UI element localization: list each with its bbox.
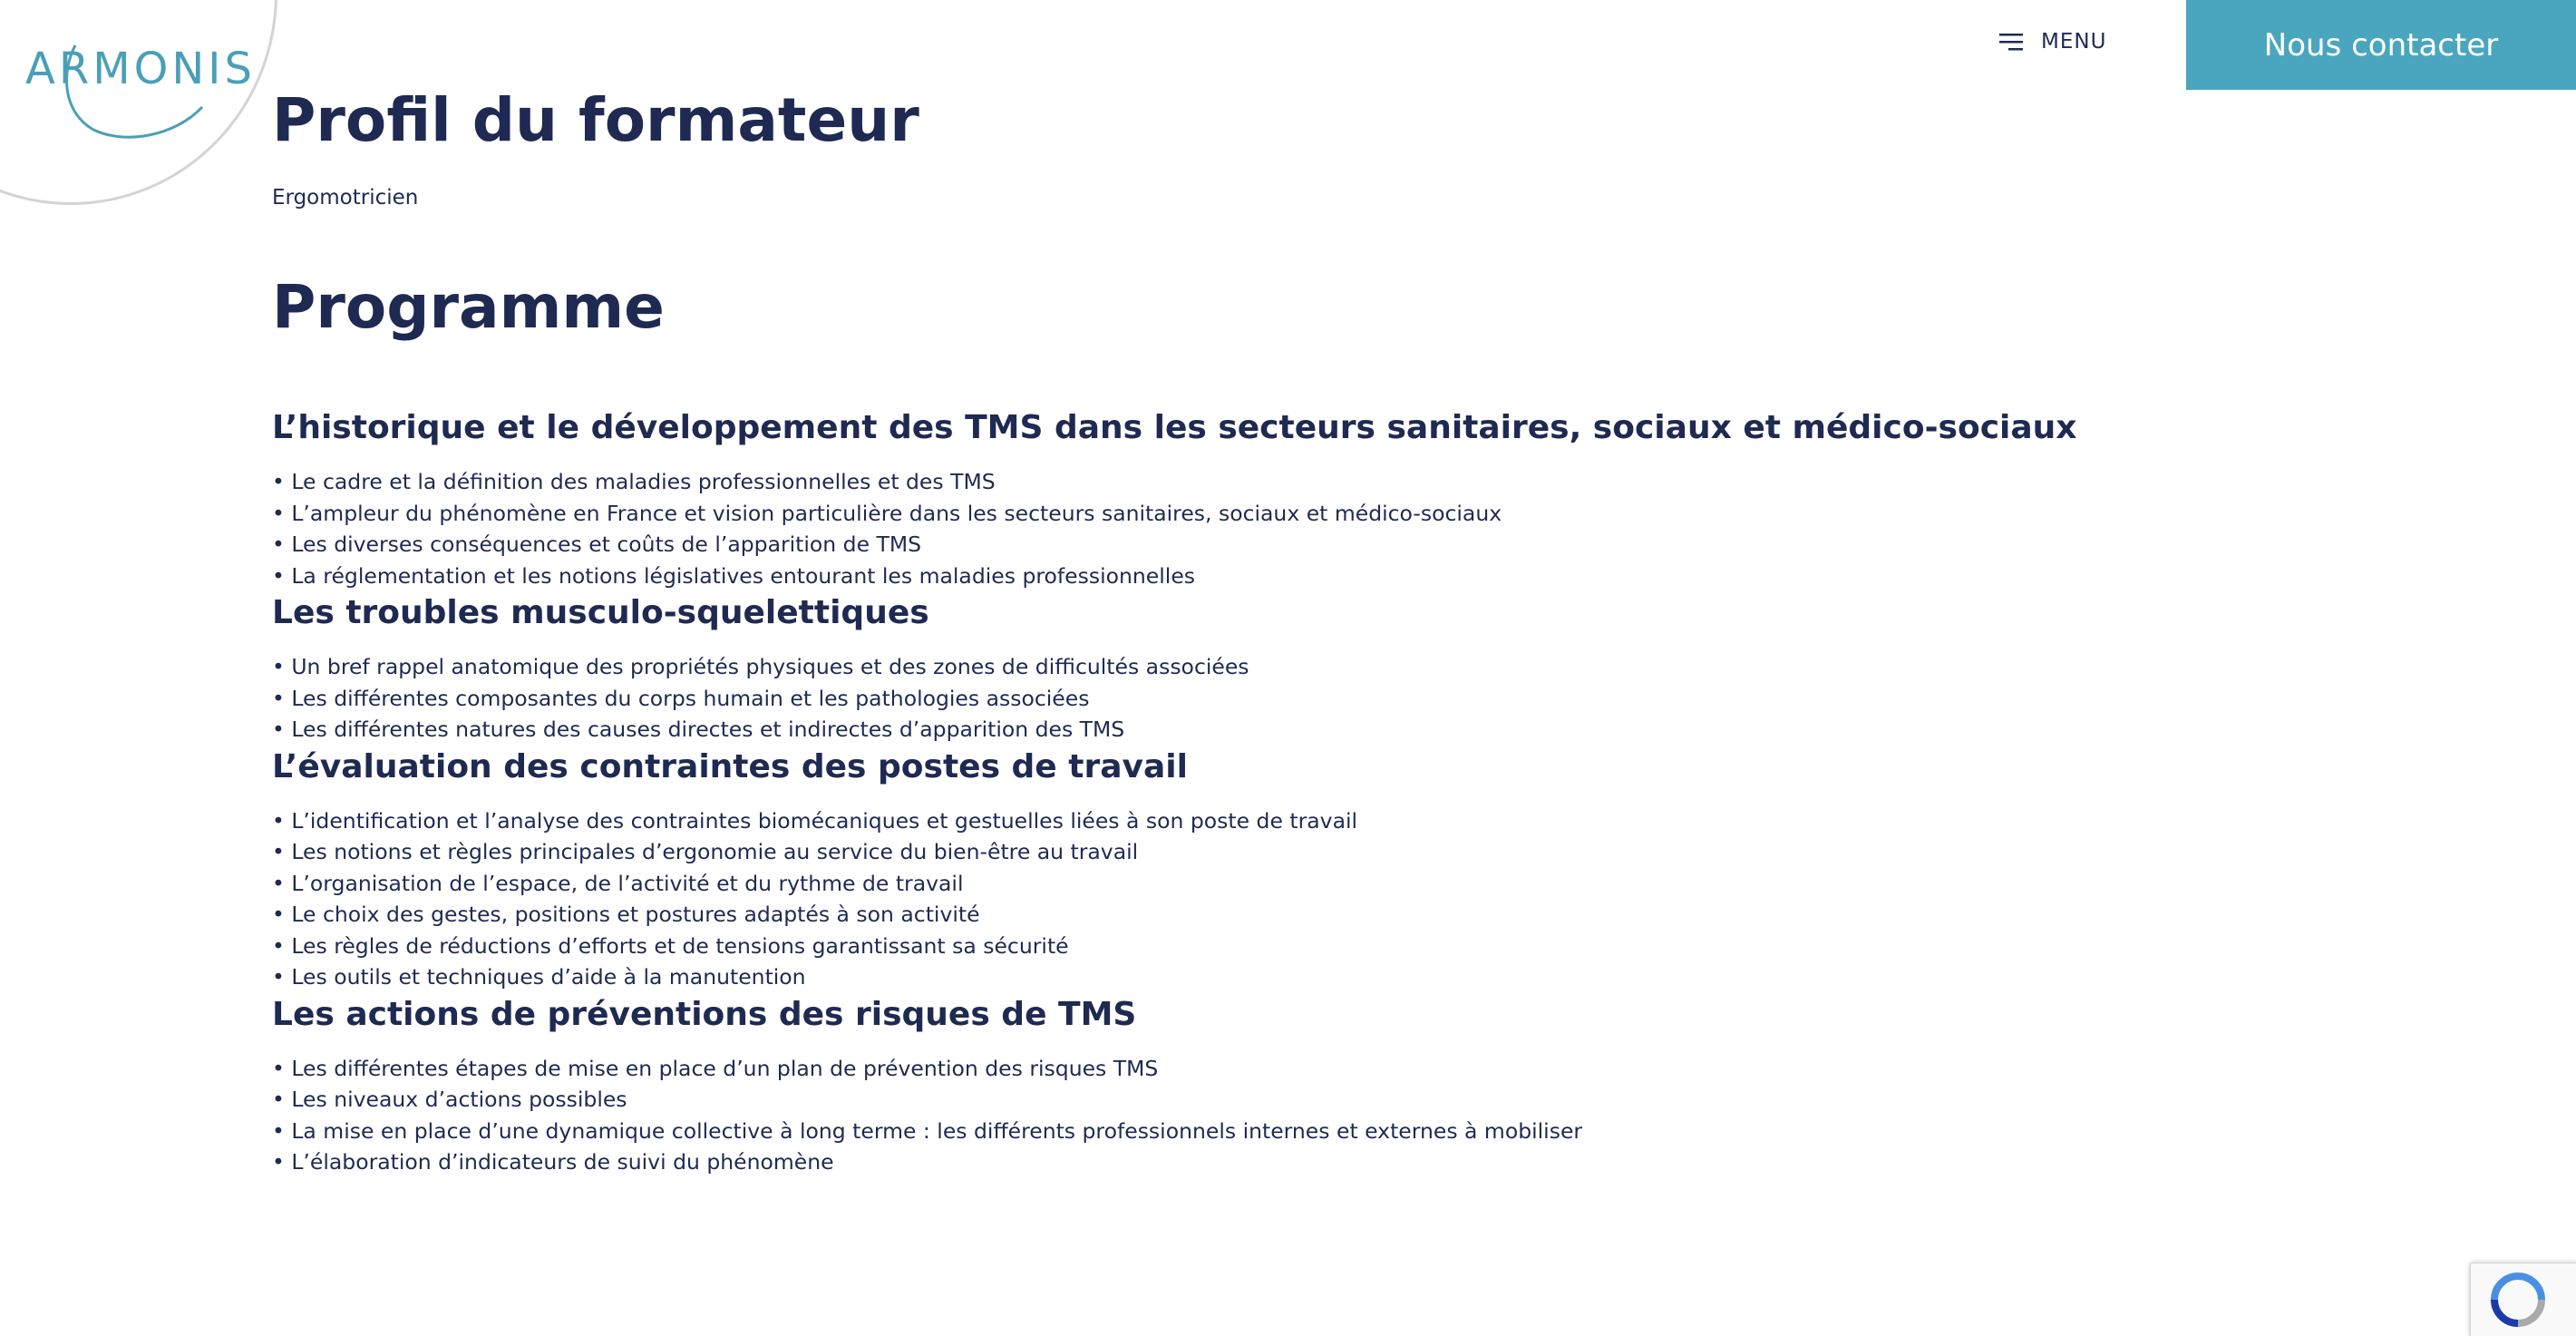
- list-item: • L’ampleur du phénomène en France et vision particulière dans les secteurs sanitaires, sociaux et médico-sociaux: [272, 498, 2267, 530]
- list-item: • La réglementation et les notions législatives entourant les maladies professionnelles: [272, 561, 2267, 592]
- list-item: • Les différentes natures des causes directes et indirectes d’apparition des TMS: [272, 714, 2267, 746]
- armonis-logo[interactable]: [25, 34, 256, 143]
- section-list: [272, 1053, 2267, 1178]
- logo-text: ARMONIS: [25, 44, 256, 94]
- programme-section: [272, 746, 2267, 993]
- list-item: • Les diverses conséquences et coûts de l’apparition de TMS: [272, 529, 2267, 561]
- contact-button[interactable]: Nous contacter: [2186, 0, 2576, 90]
- list-item: • Les règles de réductions d’efforts et de tensions garantissant sa sécurité: [272, 931, 2267, 962]
- programme-section: [272, 591, 2267, 746]
- list-item: • Les notions et règles principales d’ergonomie au service du bien-être au travail: [272, 836, 2267, 868]
- hamburger-icon: [1999, 32, 2027, 52]
- recaptcha-badge[interactable]: [2470, 1263, 2576, 1336]
- section-list: [272, 466, 2267, 591]
- list-item: • Les différentes composantes du corps humain et les pathologies associées: [272, 683, 2267, 715]
- list-item: • La mise en place d’une dynamique collective à long terme : les différents professionnels internes et externes à mobiliser: [272, 1116, 2267, 1147]
- section-heading: L’évaluation des contraintes des postes de travail: [272, 747, 1188, 785]
- list-item: • Les outils et techniques d’aide à la manutention: [272, 961, 2267, 993]
- section-heading: L’historique et le développement des TMS dans les secteurs sanitaires, sociaux et médico-sociaux: [272, 409, 2077, 446]
- profile-title: Profil du formateur: [272, 85, 919, 155]
- list-item: • Le choix des gestes, positions et postures adaptés à son activité: [272, 899, 2267, 931]
- list-item: • Les différentes étapes de mise en place d’un plan de prévention des risques TMS: [272, 1053, 2267, 1085]
- list-item: • L’organisation de l’espace, de l’activité et du rythme de travail: [272, 868, 2267, 900]
- main-content: [272, 82, 2267, 1178]
- list-item: • L’élaboration d’indicateurs de suivi du phénomène: [272, 1146, 2267, 1178]
- trainer-role: Ergomotricien: [272, 186, 419, 210]
- menu-label: MENU: [2041, 30, 2107, 54]
- list-item: • Un bref rappel anatomique des propriétés physiques et des zones de difficultés associées: [272, 651, 2267, 683]
- programme-section: [272, 406, 2267, 591]
- list-item: • Le cadre et la définition des maladies professionnelles et des TMS: [272, 466, 2267, 498]
- programme-section: [272, 993, 2267, 1178]
- list-item: • L’identification et l’analyse des contraintes biomécaniques et gestuelles liées à son poste de travail: [272, 805, 2267, 837]
- section-heading: Les actions de préventions des risques de TMS: [272, 995, 1137, 1033]
- section-list: [272, 805, 2267, 993]
- menu-button[interactable]: [1999, 25, 2106, 58]
- section-list: [272, 651, 2267, 746]
- list-item: • Les niveaux d’actions possibles: [272, 1084, 2267, 1116]
- recaptcha-icon: [2489, 1271, 2547, 1329]
- programme-title: Programme: [272, 272, 665, 342]
- section-heading: Les troubles musculo-squelettiques: [272, 594, 929, 631]
